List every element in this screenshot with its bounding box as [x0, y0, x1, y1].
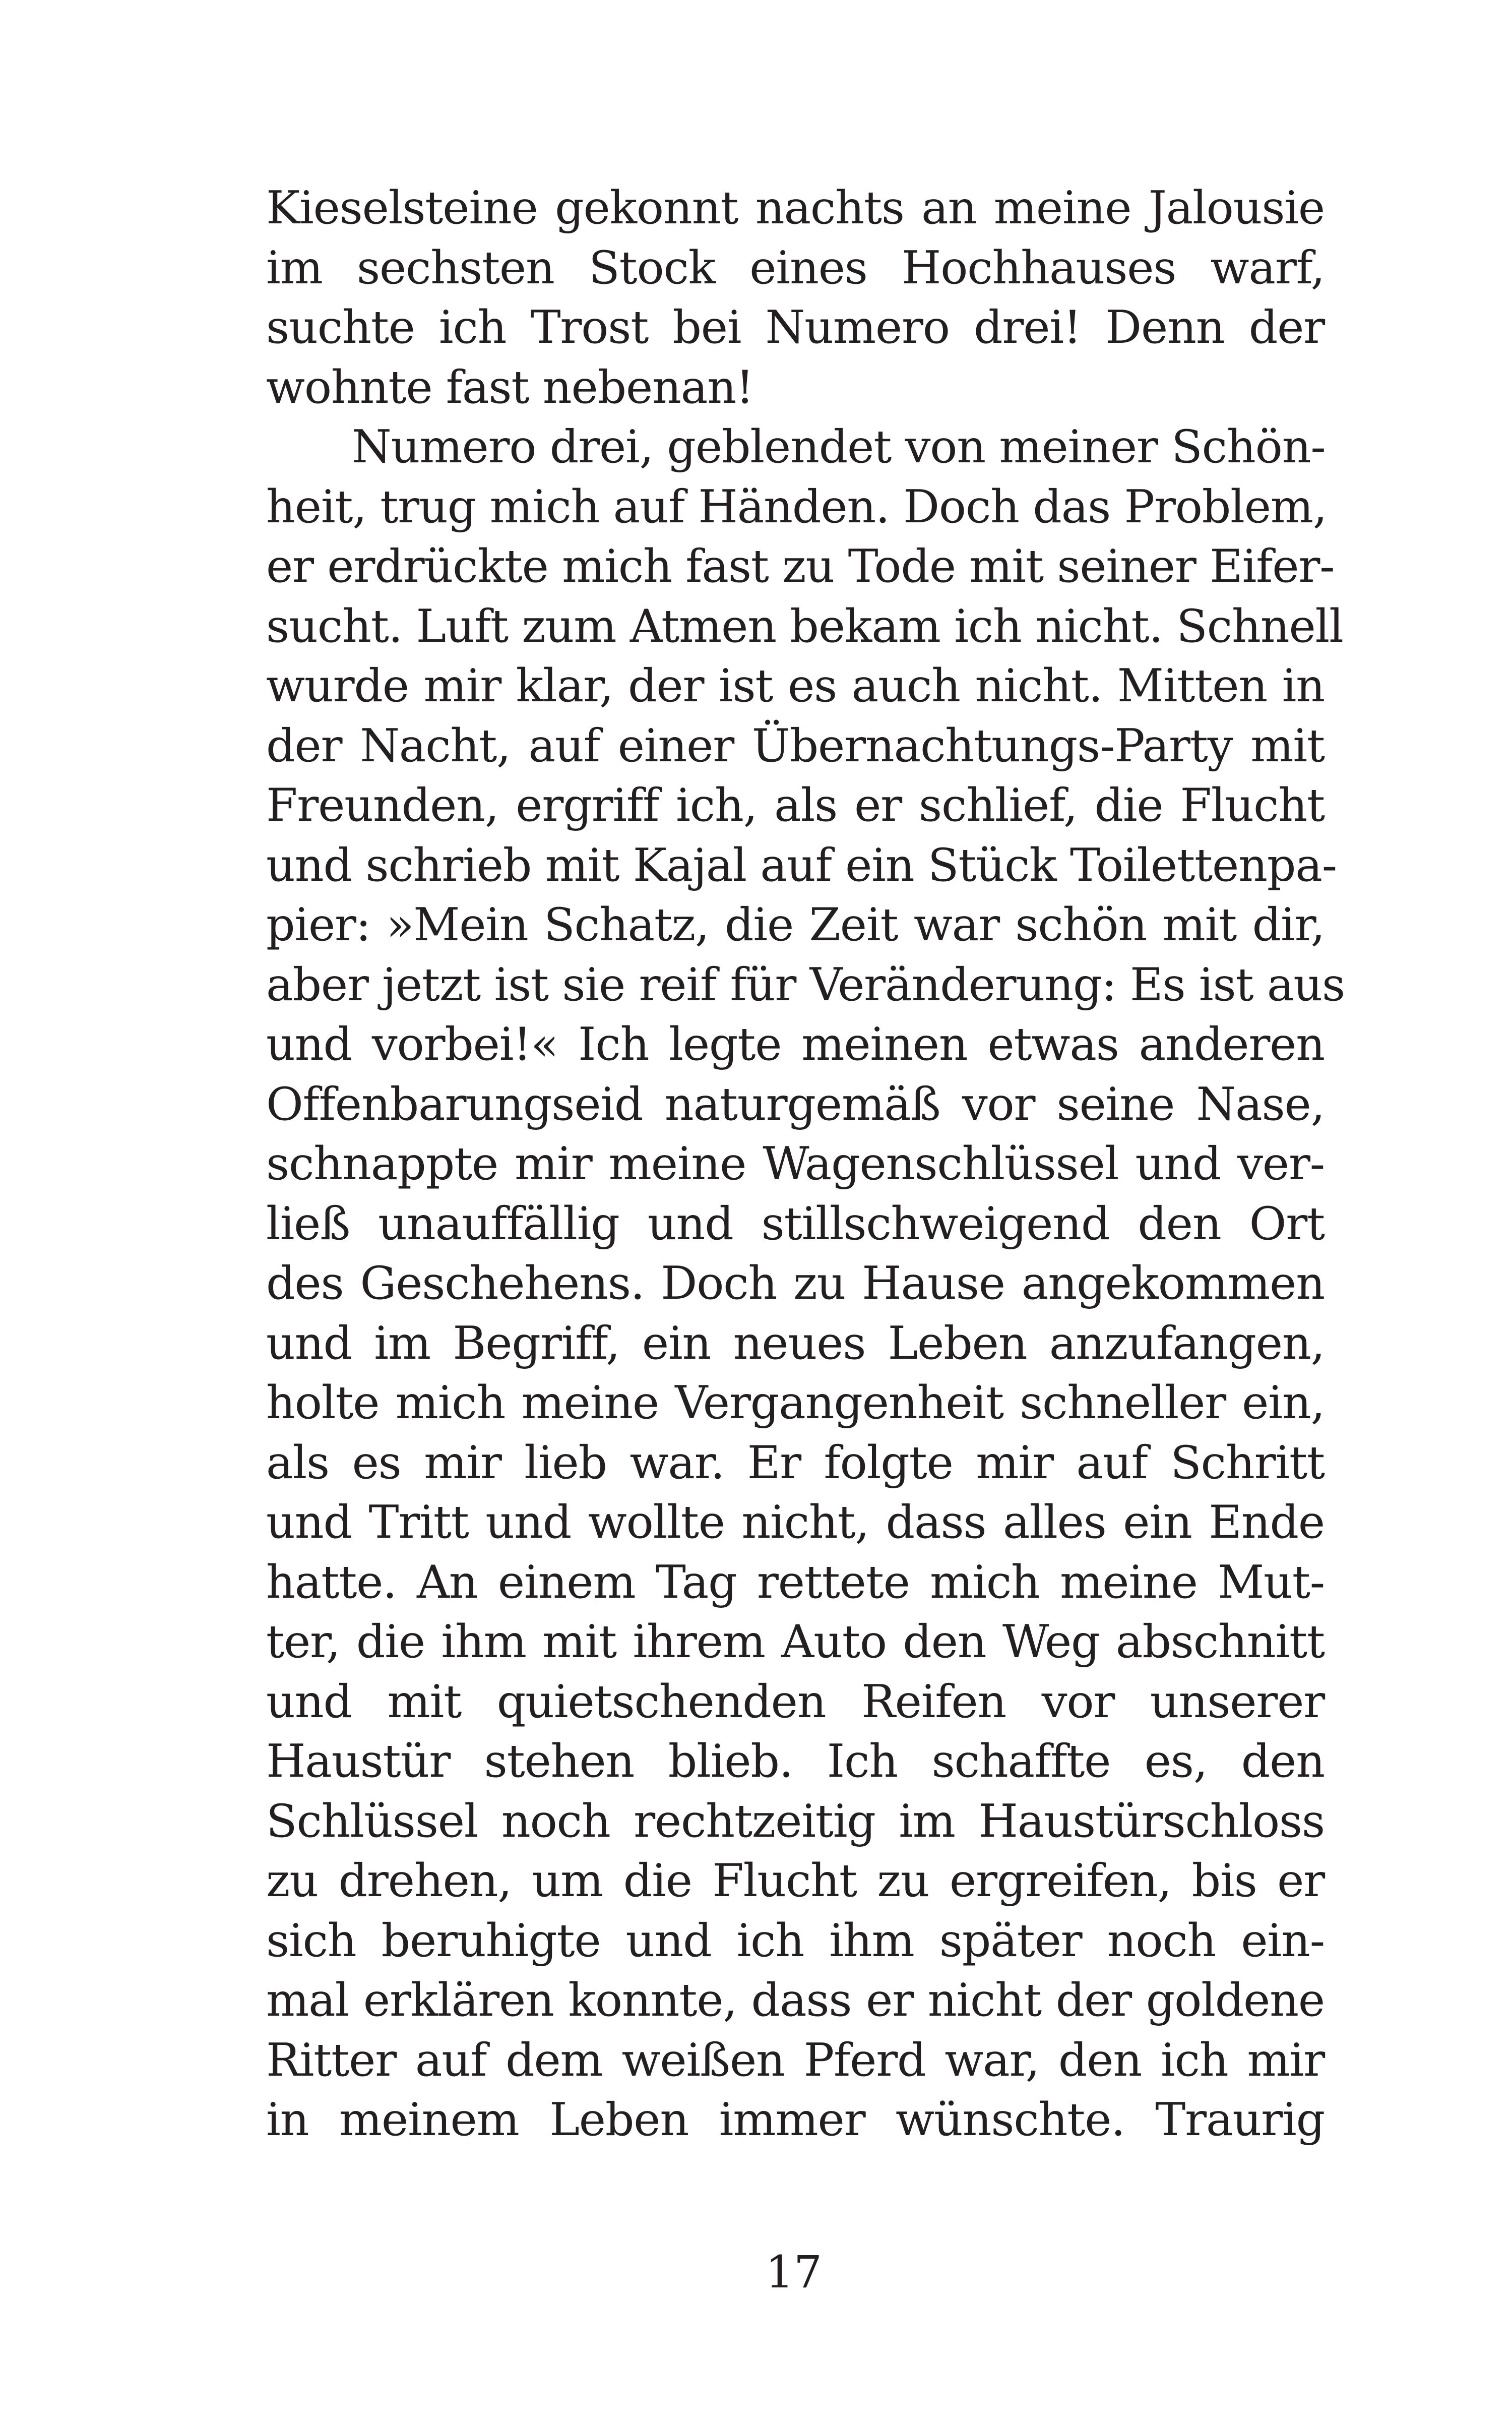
text-line: Kieselsteine gekonnt nachts an meine Jalousie	[266, 182, 1325, 234]
text-line: mal erklären konnte, dass er nicht der goldene	[266, 1974, 1325, 2027]
page-number: 17	[766, 2246, 822, 2298]
text-line: und Tritt und wollte nicht, dass alles ein Ende	[266, 1496, 1325, 1549]
text-line: wurde mir klar, der ist es auch nicht. Mitten in	[266, 659, 1325, 712]
text-line: als es mir lieb war. Er folgte mir auf Schritt	[266, 1436, 1325, 1489]
text-line: heit, trug mich auf Händen. Doch das Problem,	[266, 480, 1327, 533]
text-line: ter, die ihm mit ihrem Auto den Weg abschnitt	[266, 1615, 1325, 1668]
text-line: Freunden, ergriff ich, als er schlief, die Flucht	[266, 779, 1325, 832]
text-line: aber jetzt ist sie reif für Veränderung: Es ist aus	[266, 958, 1345, 1011]
text-line: Offenbarungseid naturgemäß vor seine Nase,	[266, 1077, 1325, 1131]
text-line: Ritter auf dem weißen Pferd war, den ich mir	[266, 2033, 1325, 2087]
text-line: suchte ich Trost bei Numero drei! Denn der	[266, 301, 1325, 354]
text-line: pier: »Mein Schatz, die Zeit war schön mit dir,	[266, 898, 1325, 951]
text-line: zu drehen, um die Flucht zu ergreifen, bis er	[266, 1854, 1325, 1907]
text-line: ließ unauffällig und stillschweigend den Ort	[266, 1197, 1325, 1250]
text-line: sucht. Luft zum Atmen bekam ich nicht. Schnell	[266, 599, 1343, 653]
text-line: Haustür stehen blieb. Ich schaffte es, den	[266, 1735, 1325, 1788]
text-line: im sechsten Stock eines Hochhauses warf,	[266, 241, 1325, 294]
text-line: und im Begriff, ein neues Leben anzufangen,	[266, 1316, 1325, 1370]
text-line: und schrieb mit Kajal auf ein Stück Toilettenpa-	[266, 838, 1337, 892]
text-line: und vorbei!« Ich legte meinen etwas anderen	[266, 1018, 1325, 1071]
text-line: Numero drei, geblendet von meiner Schön-	[352, 420, 1326, 473]
text-line: in meinem Leben immer wünschte. Traurig	[266, 2093, 1325, 2146]
text-line: schnappte mir meine Wagenschlüssel und ver-	[266, 1137, 1325, 1190]
text-line: hatte. An einem Tag rettete mich meine Mut-	[266, 1555, 1325, 1609]
text-line: er erdrückte mich fast zu Tode mit seiner Eifer-	[266, 540, 1335, 593]
text-line: des Geschehens. Doch zu Hause angekommen	[266, 1257, 1325, 1310]
body-text	[266, 178, 1345, 2150]
text-line: sich beruhigte und ich ihm später noch ein-	[266, 1914, 1325, 1967]
text-line: und mit quietschenden Reifen vor unserer	[266, 1675, 1325, 1728]
text-line: wohnte fast nebenan!	[266, 360, 753, 414]
text-line: holte mich meine Vergangenheit schneller ein,	[266, 1376, 1325, 1429]
text-line: der Nacht, auf einer Übernachtungs-Party mit	[266, 719, 1325, 772]
text-line: Schlüssel noch rechtzeitig im Haustürschloss	[266, 1794, 1325, 1848]
